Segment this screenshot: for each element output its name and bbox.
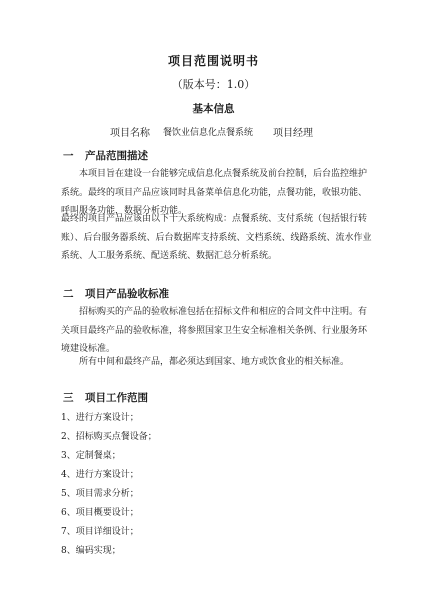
basic-info-heading: 基本信息 bbox=[192, 103, 235, 115]
text-line: 招标购买的产品的验收标准包括在招标文件和相应的合同文件中注明。有 bbox=[61, 307, 368, 317]
list-item: 8、编码实现； bbox=[61, 546, 121, 556]
list-item: 1、进行方案设计； bbox=[61, 413, 139, 423]
text-line: 本项目旨在建设一台能够完成信息化点餐系统及前台控制，后台监控维护 bbox=[61, 169, 368, 179]
list-item: 5、项目需求分析； bbox=[61, 489, 139, 499]
list-item: 7、项目详细设计； bbox=[61, 527, 139, 537]
text-line: 所有中间和最终产品，都必须达到国家、地方或饮食业的相关标准。 bbox=[61, 357, 350, 367]
text-line: 关项目最终产品的验收标准，将参照国家卫生安全标准相关条例、行业服务环 bbox=[61, 325, 368, 336]
project-name-value: 餐饮业信息化点餐系统 bbox=[163, 128, 254, 138]
list-item: 2、招标购买点餐设备； bbox=[61, 432, 157, 442]
acceptance-paragraph-1 bbox=[61, 303, 371, 359]
acceptance-paragraph-2 bbox=[61, 353, 371, 372]
list-item: 6、项目概要设计； bbox=[61, 508, 139, 518]
project-manager-label: 项目经理 bbox=[273, 128, 313, 139]
scope-paragraph-2 bbox=[61, 210, 371, 266]
text-line: 账）、后台服务器系统、后台数据库支持系统、文档系统、线路系统、流水作业 bbox=[61, 232, 372, 243]
text-line: 最终的项目产品应该由以下十大系统构成：点餐系统、支付系统（包括银行转 bbox=[61, 214, 368, 224]
list-item: 4、进行方案设计； bbox=[61, 470, 139, 480]
section-title: 产品范围描述 bbox=[85, 150, 148, 162]
section-number: 三 bbox=[63, 392, 74, 404]
section-number: 一 bbox=[63, 150, 74, 162]
document-title: 项目范围说明书 bbox=[167, 54, 259, 68]
section-number: 二 bbox=[63, 288, 74, 300]
text-line: 系统、人工服务系统、配送系统、数据汇总分析系统。 bbox=[61, 251, 278, 262]
version-number: （版本号：1.0） bbox=[171, 78, 256, 91]
section-title: 项目产品验收标准 bbox=[85, 288, 169, 300]
section-title: 项目工作范围 bbox=[85, 392, 148, 404]
text-line: 系统。最终的项目产品应该同时具备菜单信息化功能，点餐功能，收银功能、 bbox=[61, 187, 368, 198]
list-item: 3、定制餐桌； bbox=[61, 451, 121, 461]
text-line: 境建设标准。 bbox=[61, 344, 116, 355]
project-name-label: 项目名称 bbox=[110, 128, 150, 139]
text-line: 呼叫服务功能，数据分析功能。 bbox=[61, 206, 188, 217]
